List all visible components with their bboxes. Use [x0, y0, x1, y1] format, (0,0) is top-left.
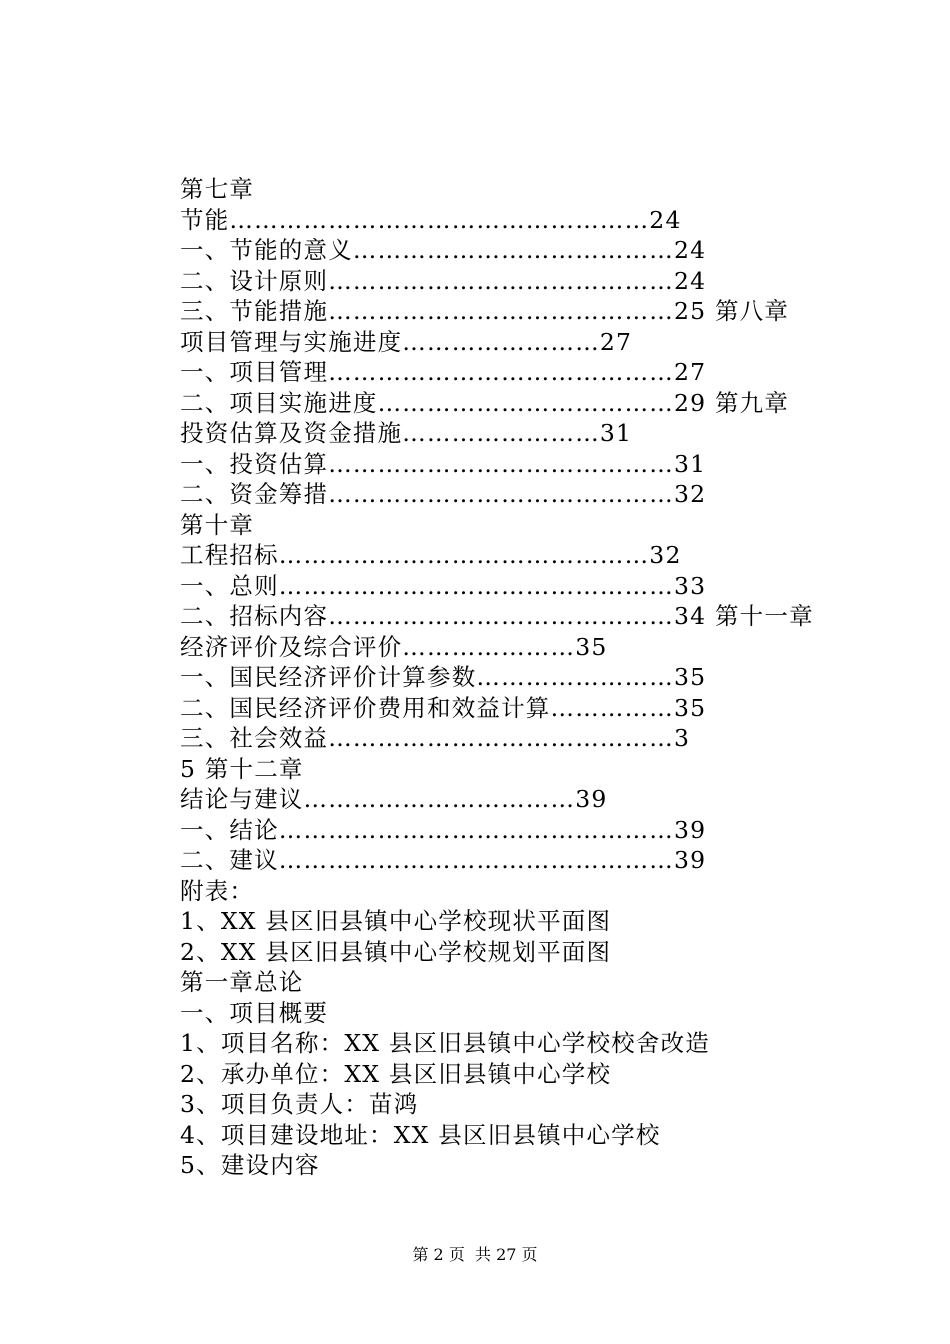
toc-entry: 二、设计原则……………………………………24 [180, 266, 707, 295]
toc-entry: 二、项目实施进度………………………………29 第九章 [180, 388, 790, 417]
text-line: 2、XX 县区旧县镇中心学校规划平面图 [180, 937, 612, 966]
text-line: 4、项目建设地址：XX 县区旧县镇中心学校 [180, 1120, 661, 1149]
toc-entry: 一、总则…………………………………………33 [180, 571, 707, 600]
page-footer: 第 2 页 共 27 页 [412, 1245, 538, 1264]
toc-entry: 工程招标………………………………………32 [180, 541, 682, 569]
toc-entry: 二、招标内容……………………………………34 第十一章 [180, 602, 814, 630]
toc-entry: 经济评价及综合评价…………………35 [180, 632, 608, 661]
text-body [180, 174, 820, 1181]
toc-entry: 项目管理与实施进度……………………27 [180, 327, 633, 356]
text-line: 5、建设内容 [180, 1151, 320, 1179]
toc-entry: 一、节能的意义…………………………………24 [180, 236, 707, 264]
text-line: 1、XX 县区旧县镇中心学校现状平面图 [180, 907, 612, 935]
text-line: 第七章 [180, 175, 255, 203]
text-line: 3、项目负责人：苗鸿 [180, 1090, 419, 1118]
toc-entry: 二、国民经济评价费用和效益计算……………35 [180, 693, 707, 722]
chapter-heading: 第一章总论 [180, 968, 304, 996]
toc-entry: 二、资金筹措……………………………………32 [180, 480, 707, 508]
toc-entry: 一、投资估算……………………………………31 [180, 449, 707, 478]
toc-entry: 一、国民经济评价计算参数……………………35 [180, 663, 707, 691]
text-line: 第十章 [180, 510, 255, 539]
toc-entry: 结论与建议……………………………39 [180, 785, 608, 813]
section-heading: 一、项目概要 [180, 998, 329, 1027]
text-line: 2、承办单位：XX 县区旧县镇中心学校 [180, 1059, 612, 1088]
text-line: 附表： [180, 876, 255, 905]
toc-entry: 节能……………………………………………24 [180, 205, 682, 234]
toc-entry: 一、结论…………………………………………39 [180, 815, 707, 844]
toc-entry: 二、建议…………………………………………39 [180, 846, 707, 874]
toc-entry: 三、社会效益……………………………………3 [180, 724, 691, 752]
toc-entry: 一、项目管理……………………………………27 [180, 358, 707, 386]
text-line: 5 第十二章 [180, 754, 304, 783]
toc-entry: 投资估算及资金措施……………………31 [180, 419, 633, 447]
toc-entry: 三、节能措施……………………………………25 第八章 [180, 297, 790, 325]
text-line: 1、项目名称：XX 县区旧县镇中心学校校舍改造 [180, 1029, 710, 1057]
